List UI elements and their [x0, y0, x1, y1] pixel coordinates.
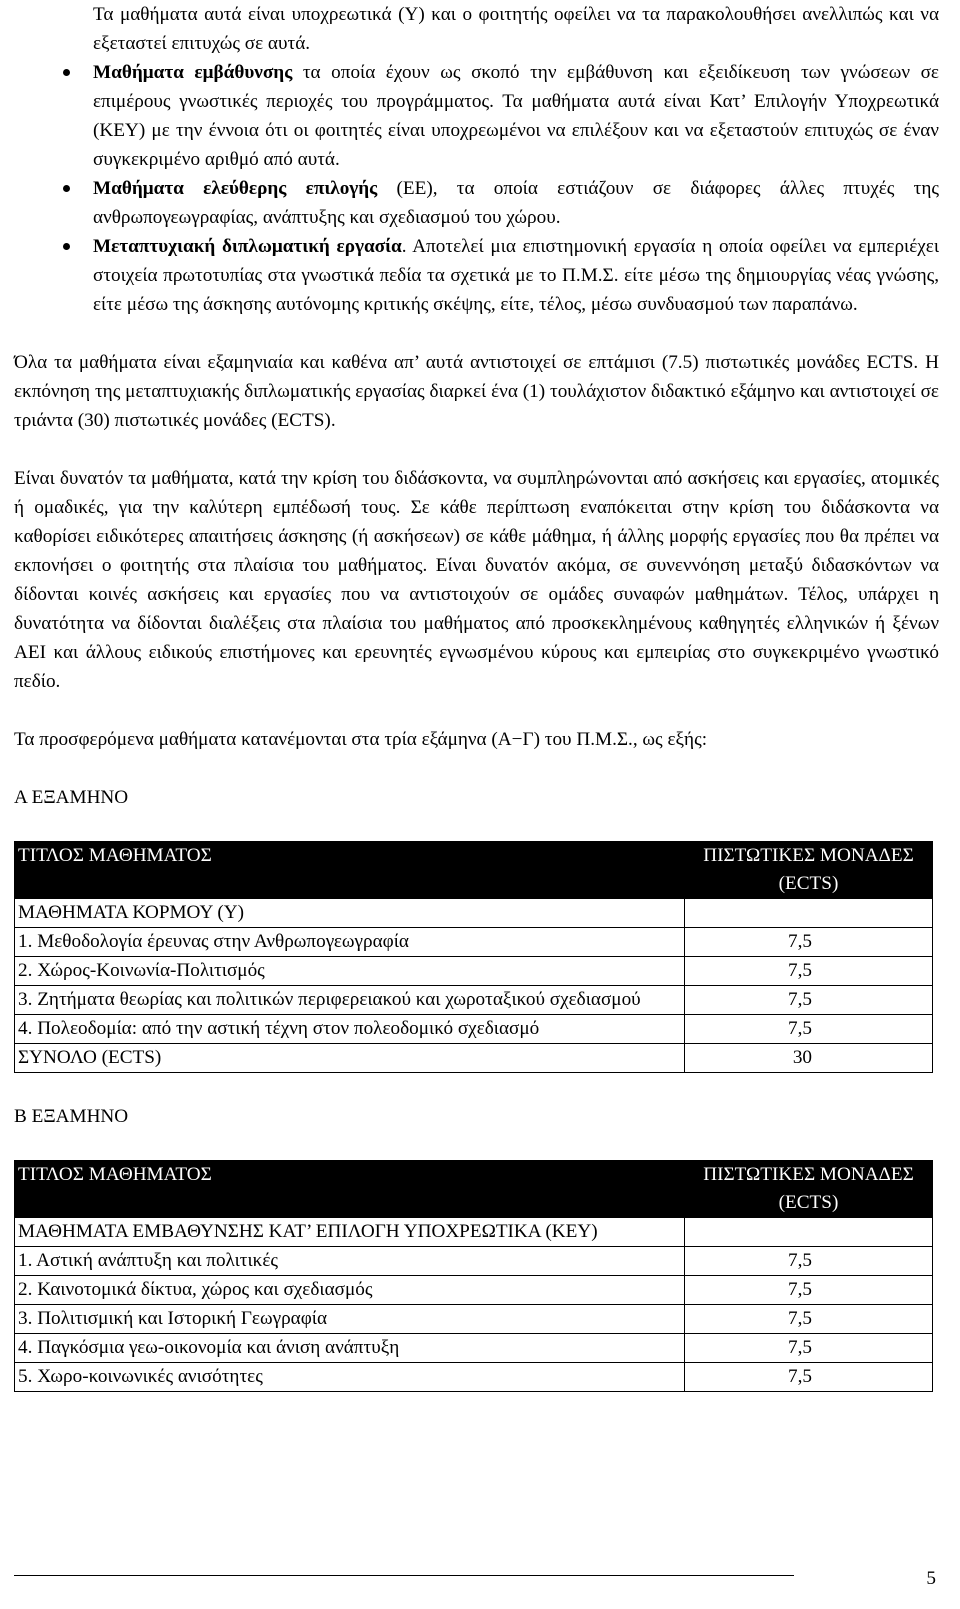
bullet-term: Μαθήματα ελεύθερης επιλογής	[93, 178, 378, 199]
bullet-term: Μαθήματα εμβάθυνσης	[93, 62, 293, 83]
table-row	[15, 957, 933, 986]
column-header-title: ΤΙΤΛΟΣ ΜΑΘΗΜΑΤΟΣ	[15, 842, 685, 899]
table-row	[15, 928, 933, 957]
list-item	[14, 58, 939, 174]
table-header-row	[15, 1161, 933, 1218]
course-ects: 7,5	[685, 1015, 933, 1044]
course-ects: 7,5	[685, 1305, 933, 1334]
bullet-term: Μεταπτυχιακή διπλωματική εργασία	[93, 236, 402, 257]
table-row	[15, 1276, 933, 1305]
course-type-list	[14, 58, 939, 319]
distribution-paragraph: Τα προσφερόμενα μαθήματα κατανέμονται στα τρία εξάμηνα (Α−Γ) του Π.Μ.Σ., ως εξής:	[14, 729, 708, 750]
table-group-row	[15, 899, 933, 928]
course-title: 4. Παγκόσμια γεω-οικονομία και άνιση ανάπτυξη	[15, 1334, 685, 1363]
course-ects: 7,5	[685, 1363, 933, 1392]
semester-a-table	[14, 841, 933, 1073]
column-header-title: ΤΙΤΛΟΣ ΜΑΘΗΜΑΤΟΣ	[15, 1161, 685, 1218]
semester-b-heading: Β ΕΞΑΜΗΝΟ	[14, 1106, 129, 1127]
intro-paragraph: Τα μαθήματα αυτά είναι υποχρεωτικά (Υ) και ο φοιτητής οφείλει να τα παρακολουθήσει ανελλιπώς και να εξεταστεί επιτυχώς σε αυτά.	[93, 4, 939, 54]
bullet-text: . Αποτελεί μια επιστημονική εργασία η οποία οφείλει να εμπεριέχει στοιχεία πρωτοτυπίας στα γνωστικά πεδία τα σχετικά με το Π.Μ.Σ. είτε μέσω της δημιουργίας νέας γνώσης, είτε μέσω της άσκησης αυτόνομης κριτικής σκέψης, είτε, τέλος, μέσω συνδυασμού των παραπάνω.	[93, 236, 939, 315]
group-title: ΜΑΘΗΜΑΤΑ ΕΜΒΑΘΥΝΣΗΣ ΚΑΤ’ ΕΠΙΛΟΓΗ ΥΠΟΧΡΕΩΤΙΚΑ (ΚΕΥ)	[15, 1218, 685, 1247]
course-ects: 7,5	[685, 1276, 933, 1305]
group-title: ΜΑΘΗΜΑΤΑ ΚΟΡΜΟΥ (Υ)	[15, 899, 685, 928]
bullet-text: (ΕΕ), τα οποία εστιάζουν σε διάφορες άλλες πτυχές της ανθρωπογεωγραφίας, ανάπτυξης και σχεδιασμού του χώρου.	[93, 178, 939, 228]
course-title: 2. Χώρος-Κοινωνία-Πολιτισμός	[15, 957, 685, 986]
page-number: 5	[926, 1568, 936, 1589]
course-title: 5. Χωρο-κοινωνικές ανισότητες	[15, 1363, 685, 1392]
column-header-ects: ΠΙΣΤΩΤΙΚΕΣ ΜΟΝΑΔΕΣ (ECTS)	[685, 842, 933, 899]
table-row	[15, 1363, 933, 1392]
total-value: 30	[685, 1044, 933, 1073]
course-ects: 7,5	[685, 1334, 933, 1363]
list-item	[14, 174, 939, 232]
table-header-row	[15, 842, 933, 899]
course-title: 2. Καινοτομικά δίκτυα, χώρος και σχεδιασμός	[15, 1276, 685, 1305]
course-title: 1. Αστική ανάπτυξη και πολιτικές	[15, 1247, 685, 1276]
table-row	[15, 1305, 933, 1334]
semester-b-table	[14, 1160, 933, 1392]
exercises-paragraph: Είναι δυνατόν τα μαθήματα, κατά την κρίση του διδάσκοντα, να συμπληρώνονται από ασκήσεις και εργασίες, ατομικές ή ομαδικές, για την καλύτερη εμπέδωσή τους. Σε κάθε περίπτωση εναπόκειται στην κρίση του διδάσκοντα να καθορίσει ειδικότερες απαιτήσεις άσκησης (ή ασκήσεων) σε κάθε μάθημα, ή άλλης μορφής εργασίες που θα πρέπει να εκπονήσει ο φοιτητής στα πλαίσια του μαθήματος. Είναι δυνατόν ακόμα, σε συνεννόηση μεταξύ διδασκόντων να δίδονται κοινές ασκήσεις και εργασίες που να αντιστοιχούν σε ομάδες συναφών μαθημάτων. Τέλος, υπάρχει η δυνατότητα να δίδονται διαλέξεις στα πλαίσια του μαθήματος από προσκεκλημένους καθηγητές ελληνικών ή ξένων ΑΕΙ και άλλους ειδικούς επιστήμονες και ερευνητές εγνωσμένου κύρους και εμπειρίας στο συγκεκριμένο γνωστικό πεδίο.	[14, 468, 939, 692]
course-title: 1. Μεθοδολογία έρευνας στην Ανθρωπογεωγραφία	[15, 928, 685, 957]
course-title: 3. Πολιτισμική και Ιστορική Γεωγραφία	[15, 1305, 685, 1334]
footer-divider	[14, 1575, 794, 1576]
course-ects: 7,5	[685, 986, 933, 1015]
course-ects: 7,5	[685, 957, 933, 986]
course-title: 4. Πολεοδομία: από την αστική τέχνη στον πολεοδομικό σχεδιασμό	[15, 1015, 685, 1044]
ects-paragraph: Όλα τα μαθήματα είναι εξαμηνιαία και καθένα απ’ αυτά αντιστοιχεί σε επτάμισι (7.5) πιστωτικές μονάδες ECTS. Η εκπόνηση της μεταπτυχιακής διπλωματικής εργασίας διαρκεί ένα (1) τουλάχιστον διδακτικό εξάμηνο και αντιστοιχεί σε τριάντα (30) πιστωτικές μονάδες (ECTS).	[14, 352, 939, 431]
bullet-text: τα οποία έχουν ως σκοπό την εμβάθυνση και εξειδίκευση των γνώσεων σε επιμέρους γνωστικές περιοχές του προγράμματος. Τα μαθήματα αυτά είναι Κατ’ Επιλογήν Υποχρεωτικά (ΚΕΥ) με την έννοια ότι οι φοιτητές είναι υποχρεωμένοι να επιλέξουν και να εξεταστούν επιτυχώς σε έναν συγκεκριμένο αριθμό από αυτά.	[93, 62, 939, 170]
course-ects: 7,5	[685, 928, 933, 957]
list-item	[14, 232, 939, 319]
total-label: ΣΥΝΟΛΟ (ECTS)	[15, 1044, 685, 1073]
course-title: 3. Ζητήματα θεωρίας και πολιτικών περιφερειακού και χωροταξικού σχεδιασμού	[15, 986, 685, 1015]
table-total-row	[15, 1044, 933, 1073]
semester-a-heading: Α ΕΞΑΜΗΝΟ	[14, 787, 129, 808]
course-ects: 7,5	[685, 1247, 933, 1276]
column-header-ects: ΠΙΣΤΩΤΙΚΕΣ ΜΟΝΑΔΕΣ (ECTS)	[685, 1161, 933, 1218]
document-page	[14, 0, 939, 1392]
table-row	[15, 1334, 933, 1363]
table-row	[15, 986, 933, 1015]
table-row	[15, 1015, 933, 1044]
table-group-row	[15, 1218, 933, 1247]
table-row	[15, 1247, 933, 1276]
